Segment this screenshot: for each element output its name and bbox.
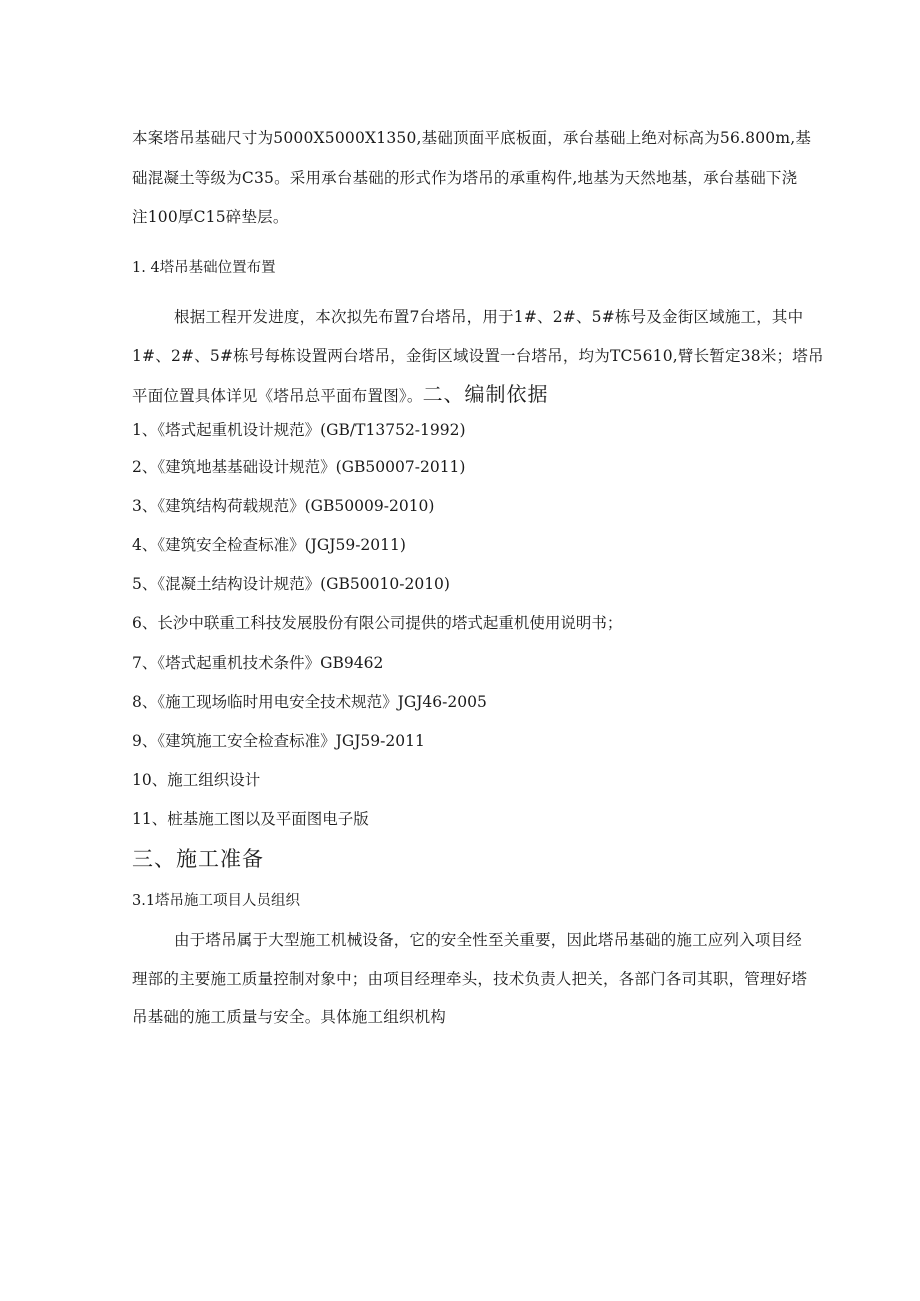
intro-line-2: 础混凝土等级为C35。采用承台基础的形式作为塔吊的承重构件,地基为天然地基，承台基础下浇 bbox=[132, 169, 798, 187]
reference-item: 10、施工组织设计 bbox=[132, 771, 261, 789]
reference-item: 9、《建筑施工安全检查标准》JGJ59-2011 bbox=[132, 732, 425, 750]
section-1-4-heading: 1. 4塔吊基础位置布置 bbox=[132, 260, 276, 276]
section-3-1-para-line-1: 由于塔吊属于大型施工机械设备，它的安全性至关重要，因此塔吊基础的施工应列入项目经 bbox=[174, 931, 803, 949]
section-3-title: 三、施工准备 bbox=[132, 847, 264, 871]
reference-item: 1、《塔式起重机设计规范》(GB/T13752-1992) bbox=[132, 421, 466, 439]
reference-item: 4、《建筑安全检查标准》(JGJ59-2011) bbox=[132, 536, 406, 554]
section-1-4-para-line-3-text: 平面位置具体详见《塔吊总平面布置图》。 bbox=[132, 387, 423, 405]
reference-item: 2、《建筑地基基础设计规范》(GB50007-2011) bbox=[132, 458, 466, 476]
section-1-4-para-line-2: 1#、2#、5#栋号每栋设置两台塔吊，金街区域设置一台塔吊，均为TC5610,臂长暂定38米；塔吊 bbox=[132, 347, 824, 365]
section-1-4-para-line-1: 根据工程开发进度，本次拟先布置7台塔吊，用于1#、2#、5#栋号及金街区域施工，其中 bbox=[174, 308, 804, 326]
section-3-1-para-line-3: 吊基础的施工质量与安全。具体施工组织机构 bbox=[132, 1008, 447, 1026]
section-3-1-para-line-2: 理部的主要施工质量控制对象中；由项目经理牵头，技术负责人把关，各部门各司其职，管理好塔 bbox=[132, 970, 808, 988]
section-3-1-heading: 3.1塔吊施工项目人员组织 bbox=[132, 893, 301, 909]
section-2-title: 二、编制依据 bbox=[422, 382, 549, 406]
reference-item: 3、《建筑结构荷载规范》(GB50009-2010) bbox=[132, 497, 435, 515]
reference-item: 7、《塔式起重机技术条件》GB9462 bbox=[132, 654, 384, 672]
intro-line-1: 本案塔吊基础尺寸为5000X5000X1350,基础顶面平底板面，承台基础上绝对标高为56.800m,基 bbox=[132, 129, 812, 147]
reference-item: 11、桩基施工图以及平面图电子版 bbox=[132, 810, 369, 828]
reference-item: 5、《混凝土结构设计规范》(GB50010-2010) bbox=[132, 575, 450, 593]
section-1-4-para-line-3 bbox=[132, 384, 549, 406]
reference-item: 8、《施工现场临时用电安全技术规范》JGJ46-2005 bbox=[132, 693, 487, 711]
intro-line-3: 注100厚C15碎垫层。 bbox=[132, 208, 289, 226]
reference-item: 6、长沙中联重工科技发展股份有限公司提供的塔式起重机使用说明书； bbox=[132, 614, 623, 632]
